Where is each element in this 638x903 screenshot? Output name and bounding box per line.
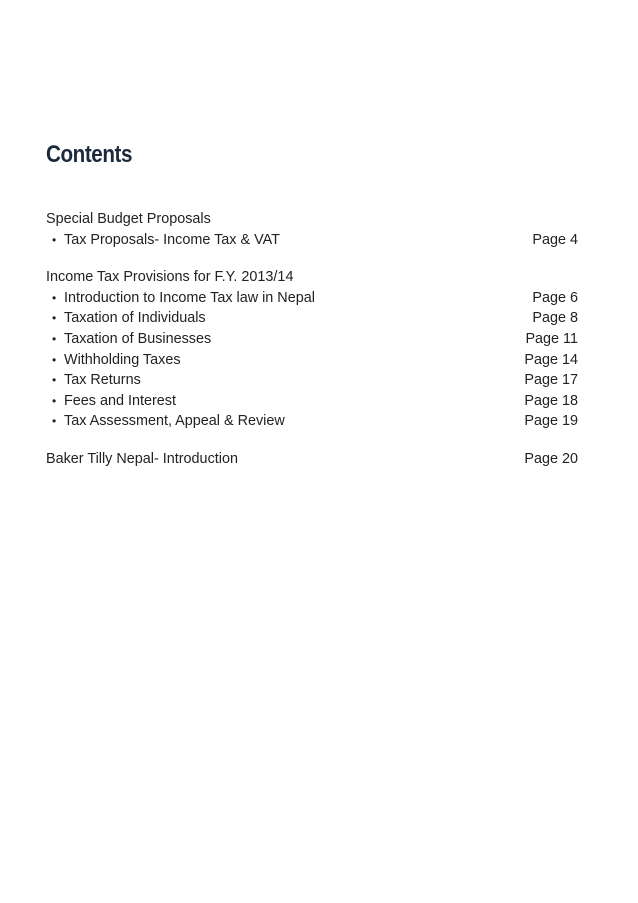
toc-item — [46, 350, 578, 371]
bullet-icon: • — [52, 373, 57, 388]
toc-item-page: Page 14 — [524, 351, 578, 368]
toc-section-heading — [46, 449, 578, 470]
toc-section-income-tax-provisions — [46, 267, 578, 432]
bullet-icon: • — [52, 331, 57, 346]
toc-item — [46, 308, 578, 329]
toc-item-label: Withholding Taxes — [64, 351, 181, 368]
toc-section-special-budget — [46, 209, 578, 250]
toc-section-baker-tilly — [46, 449, 578, 470]
toc-item — [46, 370, 578, 391]
bullet-icon: • — [52, 352, 57, 367]
toc-heading-label: Baker Tilly Nepal- Introduction — [46, 450, 238, 467]
toc-item-label: Fees and Interest — [64, 392, 176, 409]
toc-item-page: Page 17 — [524, 372, 578, 389]
bullet-icon: • — [52, 393, 57, 408]
page-title: Contents — [46, 141, 132, 168]
toc-item-label: Tax Proposals- Income Tax & VAT — [64, 231, 280, 248]
bullet-icon: • — [52, 414, 57, 429]
toc-heading-page: Page 20 — [524, 450, 578, 467]
table-of-contents — [46, 209, 578, 487]
toc-heading-label: Income Tax Provisions for F.Y. 2013/14 — [46, 269, 294, 286]
toc-item-page: Page 18 — [524, 392, 578, 409]
toc-item — [46, 230, 578, 251]
toc-item — [46, 391, 578, 412]
toc-item-page: Page 8 — [532, 310, 578, 327]
toc-item-page: Page 4 — [532, 231, 578, 248]
toc-item — [46, 411, 578, 432]
toc-item — [46, 288, 578, 309]
bullet-icon: • — [52, 290, 57, 305]
toc-item-page: Page 19 — [524, 413, 578, 430]
toc-item-label: Taxation of Businesses — [64, 330, 212, 347]
bullet-icon: • — [52, 232, 57, 247]
toc-section-heading — [46, 209, 578, 230]
toc-item-page: Page 6 — [532, 289, 578, 306]
toc-item — [46, 329, 578, 350]
toc-item-label: Tax Returns — [64, 372, 141, 389]
toc-heading-label: Special Budget Proposals — [46, 211, 211, 227]
toc-section-heading — [46, 267, 578, 288]
toc-item-label: Taxation of Individuals — [64, 310, 206, 327]
toc-item-label: Tax Assessment, Appeal & Review — [64, 413, 285, 430]
bullet-icon: • — [52, 311, 57, 326]
toc-item-label: Introduction to Income Tax law in Nepal — [64, 289, 315, 306]
toc-item-page: Page 11 — [525, 330, 578, 347]
